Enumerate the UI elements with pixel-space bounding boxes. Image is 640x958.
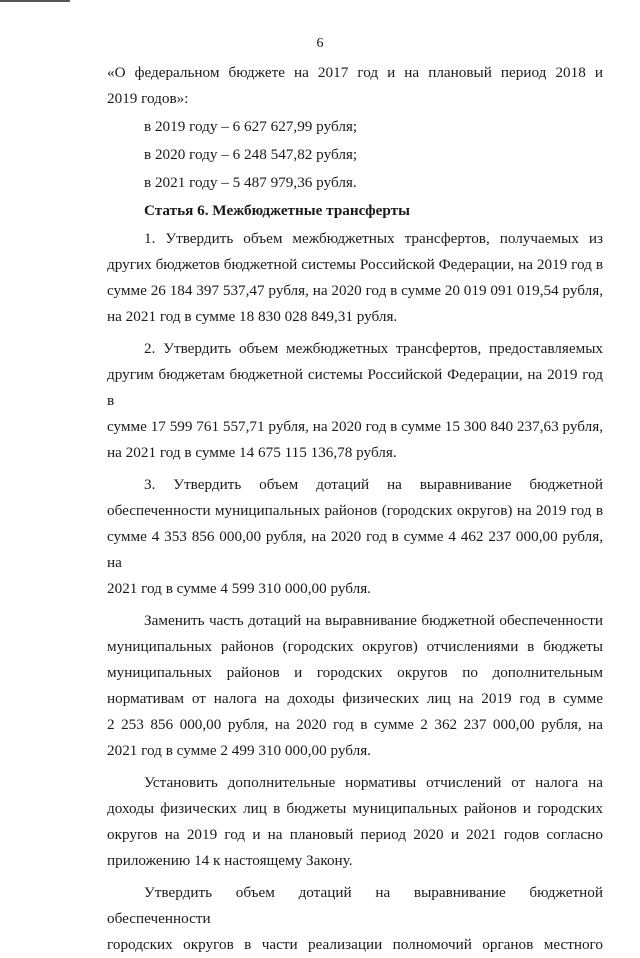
paragraph-line: Утвердить объем дотаций на выравнивание бюджетной обеспеченности xyxy=(107,884,603,927)
paragraph-line: обеспеченности муниципальных районов (городских округов) на 2019 год в xyxy=(107,502,603,519)
paragraph-line: на 2021 год в сумме 18 830 028 849,31 рубля. xyxy=(107,308,398,325)
paragraph-line: другим бюджетам бюджетной системы Российской Федерации, на 2019 год в xyxy=(107,366,603,409)
paragraph-line: сумме 4 353 856 000,00 рубля, на 2020 год в сумме 4 462 237 000,00 рубля, на xyxy=(107,528,603,571)
paragraph-line: муниципальных районов (городских округов) отчислениями в бюджеты xyxy=(107,638,603,655)
paragraph-line: на 2021 год в сумме 14 675 115 136,78 рубля. xyxy=(107,444,397,461)
intro-line: «О федеральном бюджете на 2017 год и на плановый период 2018 и xyxy=(107,64,603,81)
intro-line: 2019 годов»: xyxy=(107,90,189,107)
paragraph-line: муниципальных районов и городских округов по дополнительным xyxy=(107,664,603,681)
paragraph-2 xyxy=(107,336,603,466)
paragraph-line: сумме 17 599 761 557,71 рубля, на 2020 год в сумме 15 300 840 237,63 рубля, xyxy=(107,418,603,435)
paragraph-line: Установить дополнительные нормативы отчислений от налога на xyxy=(144,774,603,791)
paragraph-line: 2021 год в сумме 2 499 310 000,00 рубля. xyxy=(107,742,371,759)
paragraph-line: сумме 26 184 397 537,47 рубля, на 2020 год в сумме 20 019 091 019,54 рубля, xyxy=(107,282,603,299)
amount-line: в 2021 году – 5 487 979,36 рубля. xyxy=(144,174,357,191)
paragraph-line: Заменить часть дотаций на выравнивание бюджетной обеспеченности xyxy=(144,612,603,629)
paragraph-line: 1. Утвердить объем межбюджетных трансфертов, получаемых из xyxy=(144,230,603,247)
paragraph-line: других бюджетов бюджетной системы Российской Федерации, на 2019 год в xyxy=(107,256,603,273)
paragraph-6 xyxy=(107,880,603,958)
amount-line: в 2020 году – 6 248 547,82 рубля; xyxy=(144,146,358,163)
paragraph-line: 2 253 856 000,00 рубля, на 2020 год в сумме 2 362 237 000,00 рубля, на xyxy=(107,716,603,733)
paragraph-line: 2021 год в сумме 4 599 310 000,00 рубля. xyxy=(107,580,371,597)
paragraph-5 xyxy=(107,770,603,874)
article-heading: Статья 6. Межбюджетные трансферты xyxy=(144,202,410,219)
scan-edge-line xyxy=(0,0,70,2)
paragraph-line: 2. Утвердить объем межбюджетных трансфертов, предоставляемых xyxy=(144,340,603,357)
paragraph-line: нормативам от налога на доходы физических лиц на 2019 год в сумме xyxy=(107,690,603,707)
paragraph-4 xyxy=(107,608,603,764)
paragraph-line: городских округов в части реализации полномочий органов местного xyxy=(107,936,603,953)
paragraph-line: округов на 2019 год и на плановый период 2020 и 2021 годов согласно xyxy=(107,826,603,843)
paragraph-line: приложению 14 к настоящему Закону. xyxy=(107,852,353,869)
paragraph-1 xyxy=(107,226,603,330)
paragraph-line: 3. Утвердить объем дотаций на выравнивание бюджетной xyxy=(144,476,603,493)
paragraph-line: доходы физических лиц в бюджеты муниципальных районов и городских xyxy=(107,800,603,817)
document-body xyxy=(107,60,603,958)
page-number: 6 xyxy=(316,36,324,51)
paragraph-3 xyxy=(107,472,603,602)
amount-line: в 2019 году – 6 627 627,99 рубля; xyxy=(144,118,358,135)
